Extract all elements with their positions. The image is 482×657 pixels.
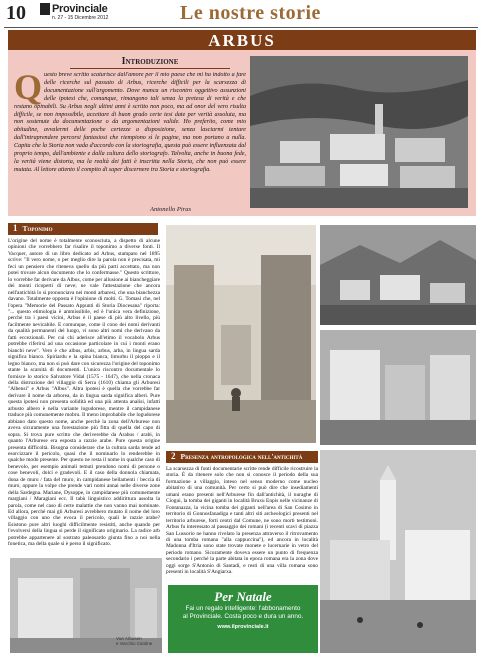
ad-line-1: Fai un regalo intelligente: l'abbonamento xyxy=(185,605,301,612)
section-1-heading: Toponimo xyxy=(22,224,53,233)
dropcap: Q xyxy=(14,72,43,107)
section-title: Le nostre storie xyxy=(180,2,321,24)
header-divider xyxy=(4,27,478,28)
logo-mark-icon xyxy=(40,3,50,15)
photo-caption: Vue Arbusen e Vecchio Cantine xyxy=(116,636,153,646)
section-1-header xyxy=(8,223,158,235)
village-panorama-photo xyxy=(250,56,468,208)
street-scene-photo xyxy=(166,225,316,443)
piazza-church-photo xyxy=(320,450,476,653)
article-title: ARBUS xyxy=(208,31,276,50)
ad-title: Per Natale xyxy=(214,589,272,604)
section-1-number: 1 xyxy=(13,223,18,233)
village-houses-photo xyxy=(320,330,476,445)
ad-line-2: al Provinciale. Costa poco e dura un anno. xyxy=(182,613,304,620)
newspaper-logo[interactable]: Provinciale xyxy=(40,3,107,15)
section-2-text: La scarsezza di fonti documentarie scritte rende difficile ricostruire la storia. È da ritenere solo che non si conosce il periodo della sua formazione a villaggio, inteso nel senso moderno come nucleo abitativo di una comunità. Per certo si può dire che insediamenti umani erano presenti nell'Arburese fin dall'antichità, il nuraghe di Ciogui, la tomba dei giganti in località Bruxu Enpis nelle vicinanze di Fontanazza, la vicina tomba dei giganti nell'area di San Cosimo in territorio di Gonnosfanadiga e tanti altri siti archeologici presenti nel territorio arburese, forti centri dal Comune, ne sono morti testimoni. Arbus fu interessato al passaggio dei romani (i recenti scavi di piazza San Lussorio ne hanno rivelato la presenza attraverso il ritrovamento di una tomba romana "alla cappuccina"), ed ancora in località Madonna d'Itria sono state trovate monete e lucernarie in vetro del periodo romano. Sicuramente doveva essere un punto di frequenza secondario i perché la parte abitata in epoca romana era la zona dove oggi sorge S'Antonio di Santadi, e resti di una villa romana sono presenti in località S'Angiarxa. xyxy=(166,466,318,576)
section-2-header xyxy=(166,451,318,463)
subscription-ad[interactable] xyxy=(168,585,318,653)
intro-heading: Introduzione xyxy=(121,56,179,67)
article-title-bar xyxy=(8,30,476,50)
section-1-text: L'origine del nome è totalmente sconosciuta, a dispetto di alcune opinioni che vorrebbero far risalire il toponimo a diverse fonti. Il Vacquer, autore di un libro dedicato ad Arbus, stampato nel 1895 scrive: "Il vero nome, o per meglio dire la parola non è precisata, mi feci un pensiero che riteneva quello da più parti accettato, ma non potei trovare alcun documento che lo confermasse." Questo scrittore, lo vorrebbe far derivare da Albus, come per allusione ai biancheggiare dei monti ricoperti di neve; ne vale l'attestazione che ancora nell'antichità lo si pronunciava nei monti arbaresi, che una bianchezza davano. Totalmente opposta è l'opinione di molti. G. Tomasi che, nel l'opera "Memorie del Passato Appunti di Storia Diocesana" riporta: "... questo etimologia è ammissibile, ed è l'unica vera definizione, perchè tra i paesi vicini, Arbus è il paese di più alto livello, più facilmente nevicabile. E comunque, come il cono dei nomi derivanti da qualità permanenti del luogo, vi sono altri nomi che derivano da fatti eccezionali. Per cui chi aderisce all'etimo il vocabolo Arbus potrebbe riferirsi ad una occasione particolare in cui i monti erano bianchi neve". Vero è che albus, arbis, arbus, arba, in lingua sarda significa bianco. Spiriardu e la spina bianca, limurbu il pioppo e il legno bianco, ma non si può dare con sicurezza l'origine del toponimo stante la scarsità di documenti. L'unico riscontro documentale lo fornisce lo storico Salvatore Vidal (1575 - 1647), che nella cronaca della distruzione del villaggio di Serra (1610) chiama gli Arburesi "Albensi" e Arbus "Albus". Altra ipotesi è quella che vorrebbe far derivare il nome da arborea, da in lingua sarda significa alberi. Pure questa ipotesi non presenta solidità ed una più attenta analisi, infatti arbusto albero è nella variante logudorese, mentre il campidanese traduce più comunemente mobru. Il meno improbabile che logudorese abbiano dato questo nome, anche perchè la zona dell'Arburese non aveva sicuramente una forestazione più fitta di quella del capo di sopra. Si trova pure scritto che deriverebbe da Arabus / arabi, in quanto l'Arburese era esposta a razzie arabe. Pure questa origine presenta difficoltà. Bisogna considerare che la cultura sarda tende ad esorcizzare il pericolo, quasi che il nominarlo lo renderebbe in qualche modo presente. Per questo ne resta il nome in qualche caso di benevolo, per esempio animali temuti prendono nomi di persone o cose benevoli, dolci e gradevoli. E il caso della donnola chiamata, dona de muru / fata del muro, in campidanese bellamenti / beccia di muro, oppure la volpe che prende vari nomi annai nelle diverse zone della Sardegna. Mariane, Dysoppe, in campidanese più comunemente margiani / Maragiani ecc. Il tabù linguistico addirittura assolta la parola, come nel caso di certe malattie che non vanno mai nominate. Ed allora, perchè mai gli Arburesi avrebbero mutato il nome del loro villaggio con uno che evoca il pericolo, quali le razzie arabe? Esistono pure altri luoghi difficilmente resistiti, anche quando per l'evolversi della lingua si perde il significato originario. La radice arb potrebbe appartenere al sostrato paleosardo giunta fino a noi nella fonetica, ma della quale si è perso il significato. xyxy=(8,238,160,548)
ad-url-link[interactable]: www.ilprovinciale.it xyxy=(217,624,269,630)
intro-text: Questo breve scritto scaturisce dall'amore per il mio paese che mi ha indotto a fare delle ricerche sul passato di Arbus, ricerche difficili per la scarsezza di documentazione sull'argomento. Dove manca un riscontro oggettivo assunzioni delle ipotesi che, comunque, rimangono tali senza la pretesa di verità e che restano opinabili. Su Arbus negli ultimi anni è scritto non poco, ma ad onor del vero risulta difficile, se non impossibile, accettare di buon grado certe tesi date per verità assoluta, ma non sostenute da documentazione o da argomentazioni valide. Ho preferito, come mio abitudine, avvalermi delle poche certezze a disposizione, senza lasciarmi tentare dall'intraprendere percorsi fantasiosi che riempiono sì le pagine, ma non portano a nulla. Capita che la Storia non vada d'accordo con la storiografia, questa può essere influenzata dal proprio tempo, dall'ambiente e dalla cultura dello storiografo. Talvolta, anche in buona fede, la verità viene distorta, ma la realtà dei fatti è inscritta nella Storia, che non può essere mutata. Al lettore attento il compito di saper discernere tra Storia e storiografia. xyxy=(14,72,246,173)
issue-info: n. 27 - 15 Dicembre 2012 xyxy=(52,15,109,21)
section-2-heading: Presenza antropologica nell'antichità xyxy=(180,452,303,461)
intro-heading-underline xyxy=(70,68,230,69)
page-header xyxy=(0,0,482,28)
postcard-houses-photo xyxy=(320,225,476,325)
intro-author: Antonello Piras xyxy=(150,206,191,213)
section-2-number: 2 xyxy=(171,451,176,461)
page-number: 10 xyxy=(6,2,26,24)
